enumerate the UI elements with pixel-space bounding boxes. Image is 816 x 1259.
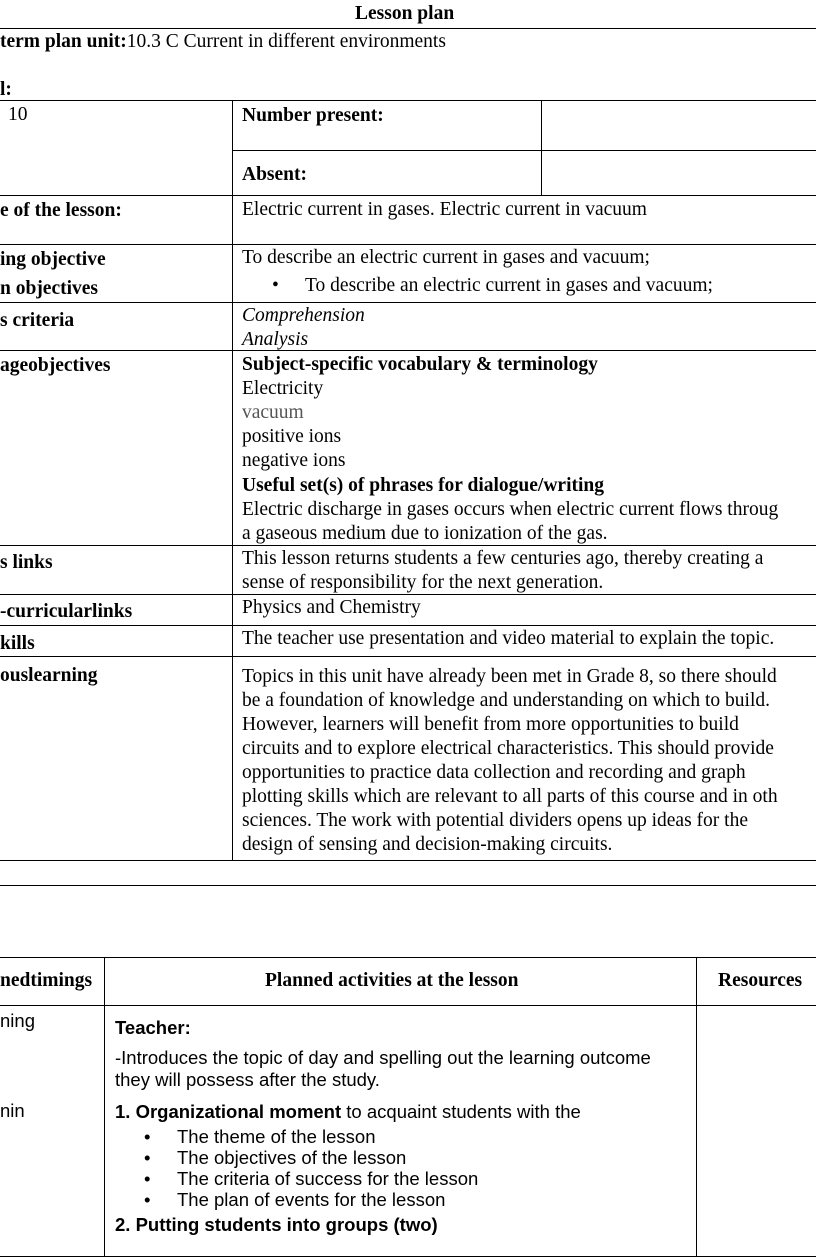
plan-table-border xyxy=(0,1005,816,1006)
timing-label: nin xyxy=(0,1100,25,1121)
skills-text: The teacher use presentation and video material to explain the topic. xyxy=(242,628,775,649)
values-line: This lesson returns students a few centuries ago, thereby creating a xyxy=(242,548,764,569)
table-border xyxy=(541,100,542,195)
page-title: Lesson plan xyxy=(355,3,455,24)
lesson-objective-item: • To describe an electric current in gases and vacuum; xyxy=(305,274,713,298)
phrase-line: a gaseous medium due to ionization of the gas. xyxy=(242,523,608,544)
divider xyxy=(0,885,816,886)
row-label-values-links: s links xyxy=(0,552,53,573)
unit-label: term plan unit: xyxy=(0,31,127,52)
vocab-item: Electricity xyxy=(242,378,324,399)
previous-learning-line: Topics in this unit have already been met in Grade 8, so there should xyxy=(242,666,777,687)
intro-line: -Introduces the topic of day and spelling out the learning outcome xyxy=(115,1047,651,1068)
vocab-heading: Subject-specific vocabulary & terminology xyxy=(242,354,598,375)
phrase-line: Electric discharge in gases occurs when electric current flows throug xyxy=(242,499,779,520)
table-border xyxy=(232,100,233,860)
step1-heading: 1. Organizational moment xyxy=(115,1101,342,1122)
theme-text: Electric current in gases. Electric current in vacuum xyxy=(242,199,647,220)
plan-header-resources: Resources xyxy=(718,970,803,991)
cross-curricular-text: Physics and Chemistry xyxy=(242,597,421,618)
table-border xyxy=(0,100,816,101)
plan-bullet: • The theme of the lesson xyxy=(177,1126,375,1147)
table-border xyxy=(0,195,816,196)
plan-table-border xyxy=(0,1256,816,1257)
absent-label: Absent: xyxy=(242,164,308,185)
previous-learning-line: plotting skills which are relevant to all parts of this course and in oth xyxy=(242,786,778,807)
criteria-line: Analysis xyxy=(242,329,309,350)
previous-learning-line: be a foundation of knowledge and understanding on which to build. xyxy=(242,690,771,711)
plan-table-border xyxy=(696,957,697,1256)
previous-learning-line: circuits and to explore electrical characteristics. This should provide xyxy=(242,738,774,759)
row-label-language-objectives: ageobjectives xyxy=(0,355,111,376)
previous-learning-line: opportunities to practice data collection and recording and graph xyxy=(242,762,746,783)
vocab-item: vacuum xyxy=(242,402,304,423)
plan-bullet: • The criteria of success for the lesson xyxy=(177,1168,478,1189)
number-present-label: Number present: xyxy=(242,105,384,126)
vocab-item: positive ions xyxy=(242,426,342,447)
unit-value: 10.3 C Current in different environments xyxy=(126,31,446,52)
plan-table-border xyxy=(0,957,816,958)
unit-line xyxy=(0,30,446,54)
row-label-learning-objective: ing objective xyxy=(0,249,106,270)
row-label-cross-curricular: -curricularlinks xyxy=(0,601,133,622)
plan-table-border xyxy=(104,957,105,1256)
criteria-line: Comprehension xyxy=(242,305,365,326)
timing-label: ning xyxy=(0,1010,35,1031)
previous-learning-line: However, learners will benefit from more opportunities to build xyxy=(242,714,739,735)
plan-header-timings: nedtimings xyxy=(0,970,93,991)
learning-objective-text: To describe an electric current in gases and vacuum; xyxy=(242,247,650,268)
grade-label: l: xyxy=(0,79,12,100)
row-label-theme: e of the lesson: xyxy=(0,200,122,221)
step1-line xyxy=(115,1100,581,1124)
row-label-lesson-objectives: n objectives xyxy=(0,278,99,299)
step1-text: to acquaint students with the xyxy=(341,1101,581,1122)
row-label-skills: kills xyxy=(0,633,35,654)
vocab-item: negative ions xyxy=(242,450,346,471)
divider xyxy=(0,28,816,29)
row-label-criteria: s criteria xyxy=(0,310,75,331)
previous-learning-line: design of sensing and decision-making circuits. xyxy=(242,834,613,855)
plan-header-activities: Planned activities at the lesson xyxy=(265,970,519,991)
step2-heading: 2. Putting students into groups (two) xyxy=(115,1214,438,1235)
table-border xyxy=(0,656,816,657)
table-border xyxy=(0,350,816,351)
table-border xyxy=(0,860,816,861)
plan-bullet: • The plan of events for the lesson xyxy=(177,1189,445,1210)
plan-bullet: • The objectives of the lesson xyxy=(177,1147,406,1168)
table-border xyxy=(0,625,816,626)
row-label-previous-learning: ouslearning xyxy=(0,665,98,686)
teacher-label: Teacher: xyxy=(115,1017,191,1038)
values-line: sense of responsibility for the next generation. xyxy=(242,572,604,593)
intro-line: they will possess after the study. xyxy=(115,1069,380,1090)
table-border xyxy=(232,150,816,151)
table-border xyxy=(0,244,816,245)
previous-learning-line: sciences. The work with potential dividers opens up ideas for the xyxy=(242,810,748,831)
table-border xyxy=(0,302,816,303)
phrases-heading: Useful set(s) of phrases for dialogue/writing xyxy=(242,475,604,496)
grade-value: 10 xyxy=(8,104,28,125)
